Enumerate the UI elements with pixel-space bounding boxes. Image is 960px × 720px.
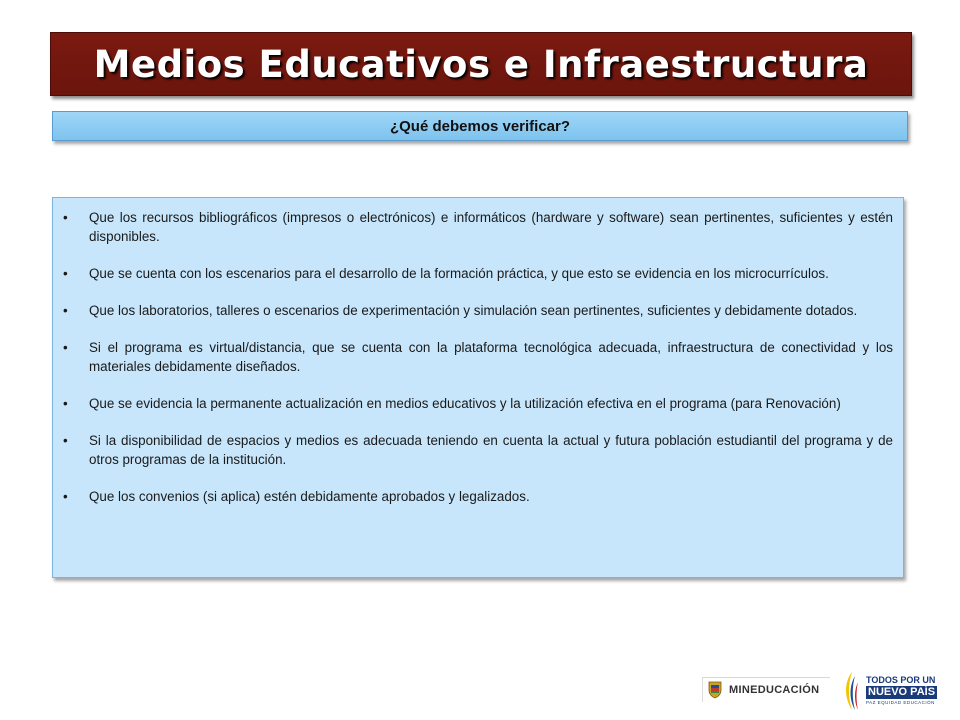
coat-of-arms-icon	[707, 681, 723, 699]
todos-por-un-nuevo-pais-logo	[840, 669, 937, 713]
checklist-item: • Que se evidencia la permanente actualización en medios educativos y la utilización efectiva en el programa (para Renovación)	[63, 394, 893, 413]
checklist-item: • Que se cuenta con los escenarios para el desarrollo de la formación práctica, y que esto se evidencia en los microcurrículos.	[63, 264, 893, 283]
checklist-item: • Que los recursos bibliográficos (impresos o electrónicos) e informáticos (hardware y software) sean pertinentes, suficientes y estén disponibles.	[63, 208, 893, 246]
checklist-item: • Si la disponibilidad de espacios y medios es adecuada teniendo en cuenta la actual y futura población estudiantil del programa y de otros programas de la institución.	[63, 431, 893, 469]
colombia-flag-swoosh-icon	[840, 670, 862, 712]
pais-logo-line3: PAZ EQUIDAD EDUCACIÓN	[866, 700, 935, 706]
checklist-item: • Que los laboratorios, talleres o escenarios de experimentación y simulación sean pertinentes, suficientes y debidamente dotados.	[63, 301, 893, 320]
pais-logo-line1: TODOS POR UN	[866, 675, 936, 686]
slide-title: Medios Educativos e Infraestructura	[93, 42, 869, 86]
checklist-item: • Que los convenios (si aplica) estén debidamente aprobados y legalizados.	[63, 487, 893, 506]
mineducacion-logo	[702, 678, 819, 702]
checklist-item: • Si el programa es virtual/distancia, que se cuenta con la plataforma tecnológica adecuada, infraestructura de conectividad y los materiales debidamente diseñados.	[63, 338, 893, 376]
checklist-box	[52, 197, 904, 578]
mineducacion-label: MINEDUCACIÓN	[729, 684, 820, 696]
pais-logo-line2: NUEVO PAÍS	[868, 686, 936, 699]
checklist	[63, 208, 893, 506]
title-banner	[50, 32, 912, 96]
subtitle-banner	[52, 111, 908, 141]
slide-subtitle: ¿Qué debemos verificar?	[389, 117, 571, 135]
pais-logo-text	[866, 676, 937, 706]
